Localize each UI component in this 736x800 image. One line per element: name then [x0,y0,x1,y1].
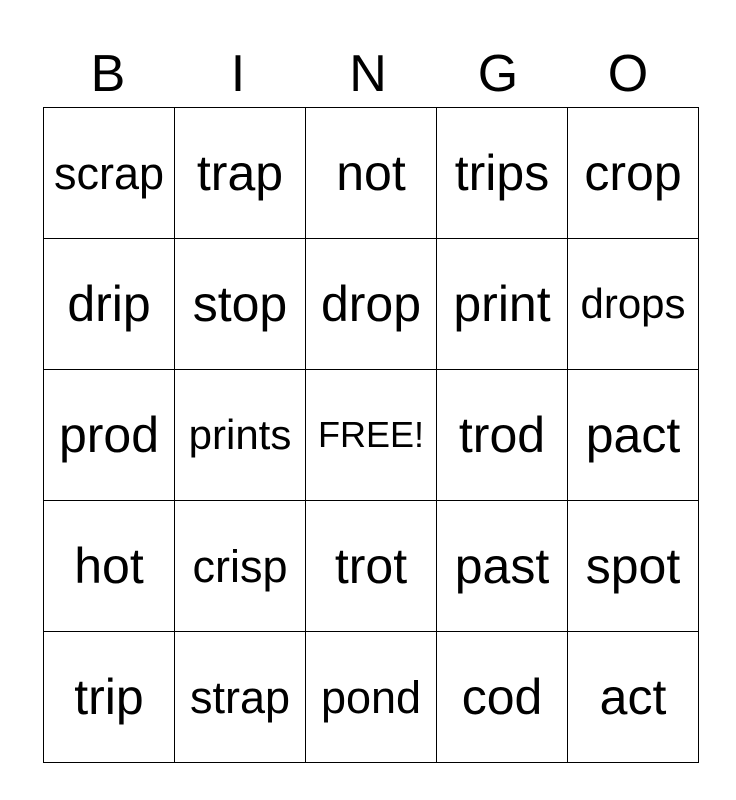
bingo-cell: pact [568,370,699,501]
header-letter-n: N [349,45,387,103]
bingo-cell: crop [568,108,699,239]
bingo-cell: not [306,108,437,239]
bingo-cell: stop [175,239,306,370]
bingo-cell: strap [175,632,306,763]
bingo-cell: act [568,632,699,763]
bingo-cell: hot [44,501,175,632]
bingo-cell: trod [437,370,568,501]
bingo-cell: scrap [44,108,175,239]
bingo-cell: pond [306,632,437,763]
bingo-cell: print [437,239,568,370]
bingo-row [44,108,699,239]
bingo-cell: drop [306,239,437,370]
bingo-card [43,107,699,763]
bingo-cell: prints [175,370,306,501]
bingo-row [44,370,699,501]
bingo-cell: drops [568,239,699,370]
bingo-cell: trot [306,501,437,632]
header-letter-g: G [477,45,519,103]
bingo-cell: trap [175,108,306,239]
bingo-cell: crisp [175,501,306,632]
header-letter-o: O [607,45,649,103]
bingo-cell: cod [437,632,568,763]
bingo-row [44,239,699,370]
bingo-row [44,501,699,632]
bingo-cell: past [437,501,568,632]
header-letter-i: I [230,45,246,103]
bingo-header [43,40,693,108]
header-letter-b: B [90,45,126,103]
bingo-cell: prod [44,370,175,501]
bingo-cell: spot [568,501,699,632]
bingo-row [44,632,699,763]
free-space-cell: FREE! [306,370,437,501]
bingo-cell: drip [44,239,175,370]
bingo-cell: trip [44,632,175,763]
bingo-cell: trips [437,108,568,239]
